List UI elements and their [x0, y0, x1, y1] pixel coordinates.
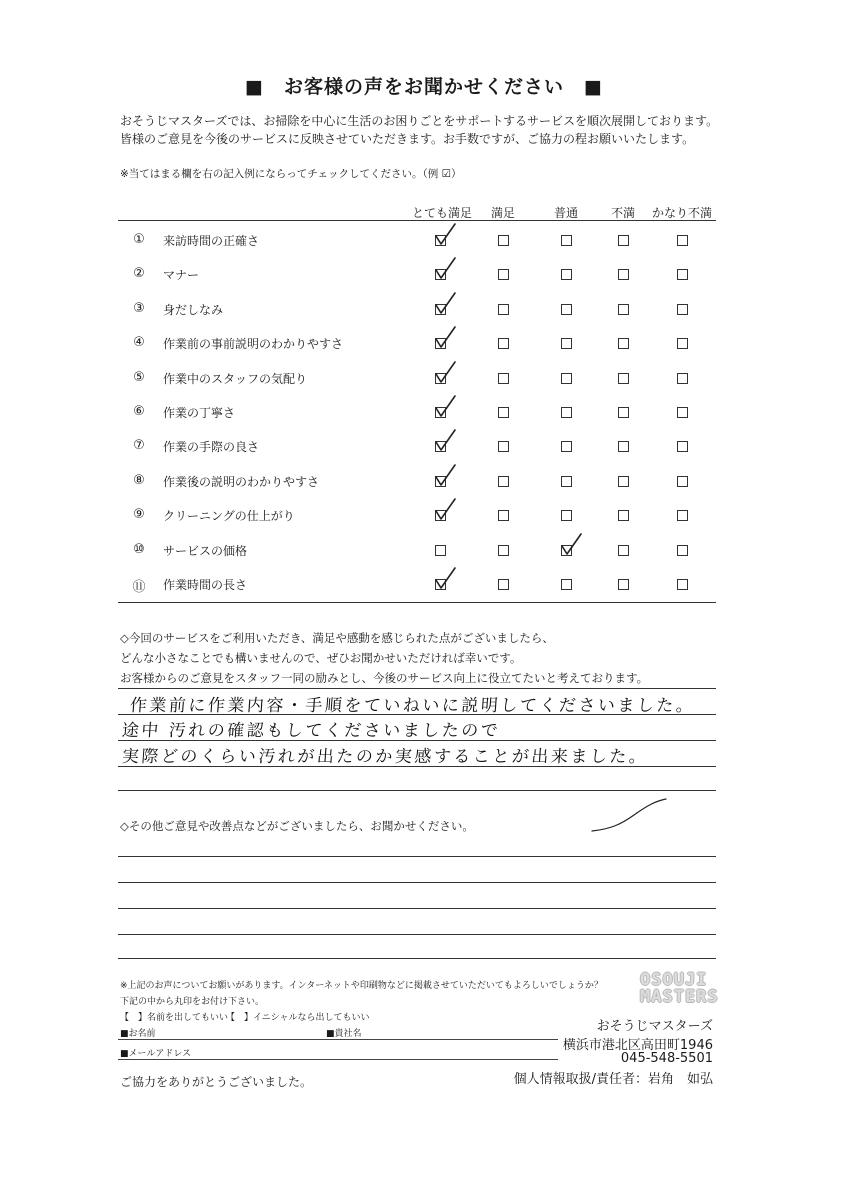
company-address: 横浜市港北区高田町1946: [562, 1038, 713, 1053]
handwritten-answer-line-3[interactable]: 実際どのくらい汚れが出たのか実感することが出来ました。: [121, 747, 650, 767]
checkmark-icon: [434, 429, 458, 453]
page-title: ■ お客様の声をお聞かせください ■: [245, 76, 603, 98]
email-field-underline[interactable]: [118, 1059, 558, 1060]
answer-line: [118, 790, 716, 791]
row-label: サービスの価格: [163, 543, 248, 558]
handwritten-answer-line-1[interactable]: 作業前に作業内容・手順をていねいに説明してくださいました。: [129, 696, 697, 716]
checkmark-icon: [434, 223, 458, 247]
privacy-officer: 個人情報取扱/責任者：岩角 如弘: [513, 1072, 713, 1087]
logo-line-1: OSOUJI: [640, 970, 708, 990]
section1-prompt-line-1: ◇今回のサービスをご利用いただき、満足や感動を感じられた点がございましたら、: [120, 631, 554, 645]
checkmark-icon: [434, 326, 458, 350]
rating-checkbox[interactable]: [677, 373, 688, 384]
row-label: 作業の手際の良さ: [163, 440, 260, 455]
column-header: かなり不満: [651, 206, 712, 220]
row-number: ⑤: [133, 369, 145, 385]
rating-checkbox[interactable]: [677, 441, 688, 452]
rating-checkbox[interactable]: [677, 545, 688, 556]
checkmark-icon: [434, 257, 458, 281]
row-number: ④: [133, 335, 145, 351]
row-label: マナー: [163, 268, 200, 283]
rating-checkbox[interactable]: [618, 407, 629, 418]
checkmark-icon: [434, 395, 458, 419]
row-number: ⑧: [133, 472, 145, 488]
row-label: 作業後の説明のわかりやすさ: [163, 474, 320, 489]
company-field-label: ■貴社名: [326, 1029, 362, 1039]
consent-option-initials[interactable]: 【 】イニシャルなら出してもいい: [226, 1013, 370, 1023]
rating-checkbox[interactable]: [498, 338, 509, 349]
column-header: 満足: [490, 206, 515, 220]
row-number: ②: [133, 266, 145, 282]
row-number: ⑦: [133, 438, 145, 454]
intro-line-1: おそうじマスターズでは、お掃除を中心に生活のお困りごとをサポートするサービスを順次展開しております。: [120, 114, 719, 128]
comment-line: [118, 856, 716, 857]
row-number: ③: [133, 300, 145, 316]
check-instruction: ※当てはまる欄を右の記入例にならってチェックしてください。（例 ☑）: [120, 168, 462, 180]
row-label: 作業中のスタッフの気配り: [163, 371, 308, 386]
answer-line: [118, 688, 716, 689]
rating-checkbox[interactable]: [498, 476, 509, 487]
row-label: 作業時間の長さ: [163, 578, 248, 592]
rating-checkbox[interactable]: [677, 269, 688, 280]
rating-checkbox[interactable]: [498, 373, 509, 384]
rating-checkbox[interactable]: [618, 373, 629, 384]
rating-checkbox[interactable]: [677, 235, 688, 246]
rating-checkbox[interactable]: [677, 338, 688, 349]
rating-checkbox[interactable]: [561, 338, 572, 349]
column-header: とても満足: [411, 206, 472, 220]
checkmark-icon: [434, 361, 458, 385]
consent-option-full-name[interactable]: 【 】名前を出してもいい: [120, 1013, 229, 1023]
column-header: 不満: [610, 206, 635, 220]
rating-checkbox[interactable]: [561, 441, 572, 452]
row-label: 来訪時間の正確さ: [163, 234, 260, 248]
name-field-label: ■お名前: [120, 1029, 156, 1039]
rating-checkbox[interactable]: [677, 510, 688, 521]
email-field-label: ■メールアドレス: [120, 1049, 192, 1059]
checkmark-icon: [434, 464, 458, 488]
rating-checkbox[interactable]: [561, 407, 572, 418]
intro-line-2: 皆様のご意見を今後のサービスに反映させていただきます。お手数ですが、ご協力の程お願いいたします。: [120, 132, 695, 146]
publication-consent-note: ※上記のお声についてお願いがあります。インターネットや印刷物などに掲載させていただいてもよろしいでしょうか？: [120, 981, 603, 991]
column-header: 普通: [553, 206, 578, 220]
thanks-message: ご協力をありがとうございました。: [120, 1075, 313, 1089]
pen-stroke-mark: [590, 795, 670, 835]
checkmark-icon: [560, 533, 584, 557]
circle-instruction: 下記の中から丸印をお付け下さい。: [120, 997, 265, 1007]
row-number: ⑩: [133, 541, 145, 557]
comment-line: [118, 882, 716, 883]
name-field-underline[interactable]: [118, 1039, 558, 1040]
row-number: ⑥: [133, 404, 145, 419]
rating-checkbox[interactable]: [618, 476, 629, 487]
checkmark-icon: [434, 567, 458, 591]
row-label: 作業の丁寧さ: [163, 406, 236, 420]
table-bottom-border: [118, 602, 716, 603]
row-number: ⑨: [133, 507, 145, 523]
section1-prompt-line-2: どんな小さなことでも構いませんので、ぜひお聞かせいただければ幸いです。: [120, 651, 522, 665]
rating-checkbox[interactable]: [561, 476, 572, 487]
rating-checkbox[interactable]: [498, 510, 509, 521]
comment-line: [118, 934, 716, 935]
row-label: クリーニングの仕上がり: [163, 509, 295, 524]
comment-line: [118, 908, 716, 909]
rating-checkbox[interactable]: [618, 304, 629, 315]
rating-checkbox[interactable]: [561, 510, 572, 521]
rating-checkbox[interactable]: [498, 407, 509, 418]
company-name: おそうじマスターズ: [596, 1019, 713, 1034]
rating-checkbox[interactable]: [498, 545, 509, 556]
rating-checkbox[interactable]: [498, 441, 509, 452]
checkmark-icon: [434, 498, 458, 522]
rating-checkbox[interactable]: [561, 373, 572, 384]
rating-checkbox[interactable]: [677, 476, 688, 487]
rating-checkbox[interactable]: [498, 579, 509, 590]
rating-checkbox[interactable]: [561, 269, 572, 280]
rating-checkbox[interactable]: [618, 510, 629, 521]
table-top-border: [118, 220, 716, 221]
rating-checkbox[interactable]: [677, 304, 688, 315]
row-label: 作業前の事前説明のわかりやすさ: [163, 337, 344, 352]
logo-line-2: MASTERS: [640, 987, 719, 1007]
rating-checkbox[interactable]: [618, 269, 629, 280]
rating-checkbox[interactable]: [618, 235, 629, 246]
rating-checkbox[interactable]: [561, 235, 572, 246]
row-number: ⑪: [132, 580, 146, 595]
rating-checkbox[interactable]: [618, 338, 629, 349]
rating-checkbox[interactable]: [498, 269, 509, 280]
checkmark-icon: [434, 292, 458, 316]
rating-checkbox[interactable]: [561, 304, 572, 315]
row-number: ①: [133, 232, 145, 247]
rating-checkbox[interactable]: [435, 545, 446, 556]
company-logo: [640, 972, 719, 1006]
rating-checkbox[interactable]: [618, 441, 629, 452]
comment-line: [118, 958, 716, 959]
handwritten-answer-line-2[interactable]: 途中 汚れの確認もしてくださいましたので: [121, 721, 501, 741]
section2-prompt: ◇その他ご意見や改善点などがございましたら、お聞かせください。: [120, 819, 474, 833]
rating-checkbox[interactable]: [498, 304, 509, 315]
rating-checkbox[interactable]: [561, 579, 572, 590]
rating-checkbox[interactable]: [618, 579, 629, 590]
rating-checkbox[interactable]: [677, 407, 688, 418]
row-label: 身だしなみ: [163, 302, 224, 317]
rating-checkbox[interactable]: [618, 545, 629, 556]
company-phone: 045-548-5501: [620, 1051, 713, 1066]
section1-prompt-line-3: お客様からのご意見をスタッフ一同の励みとし、今後のサービス向上に役立てたいと考えております。: [120, 671, 649, 685]
rating-checkbox[interactable]: [677, 579, 688, 590]
rating-checkbox[interactable]: [498, 235, 509, 246]
